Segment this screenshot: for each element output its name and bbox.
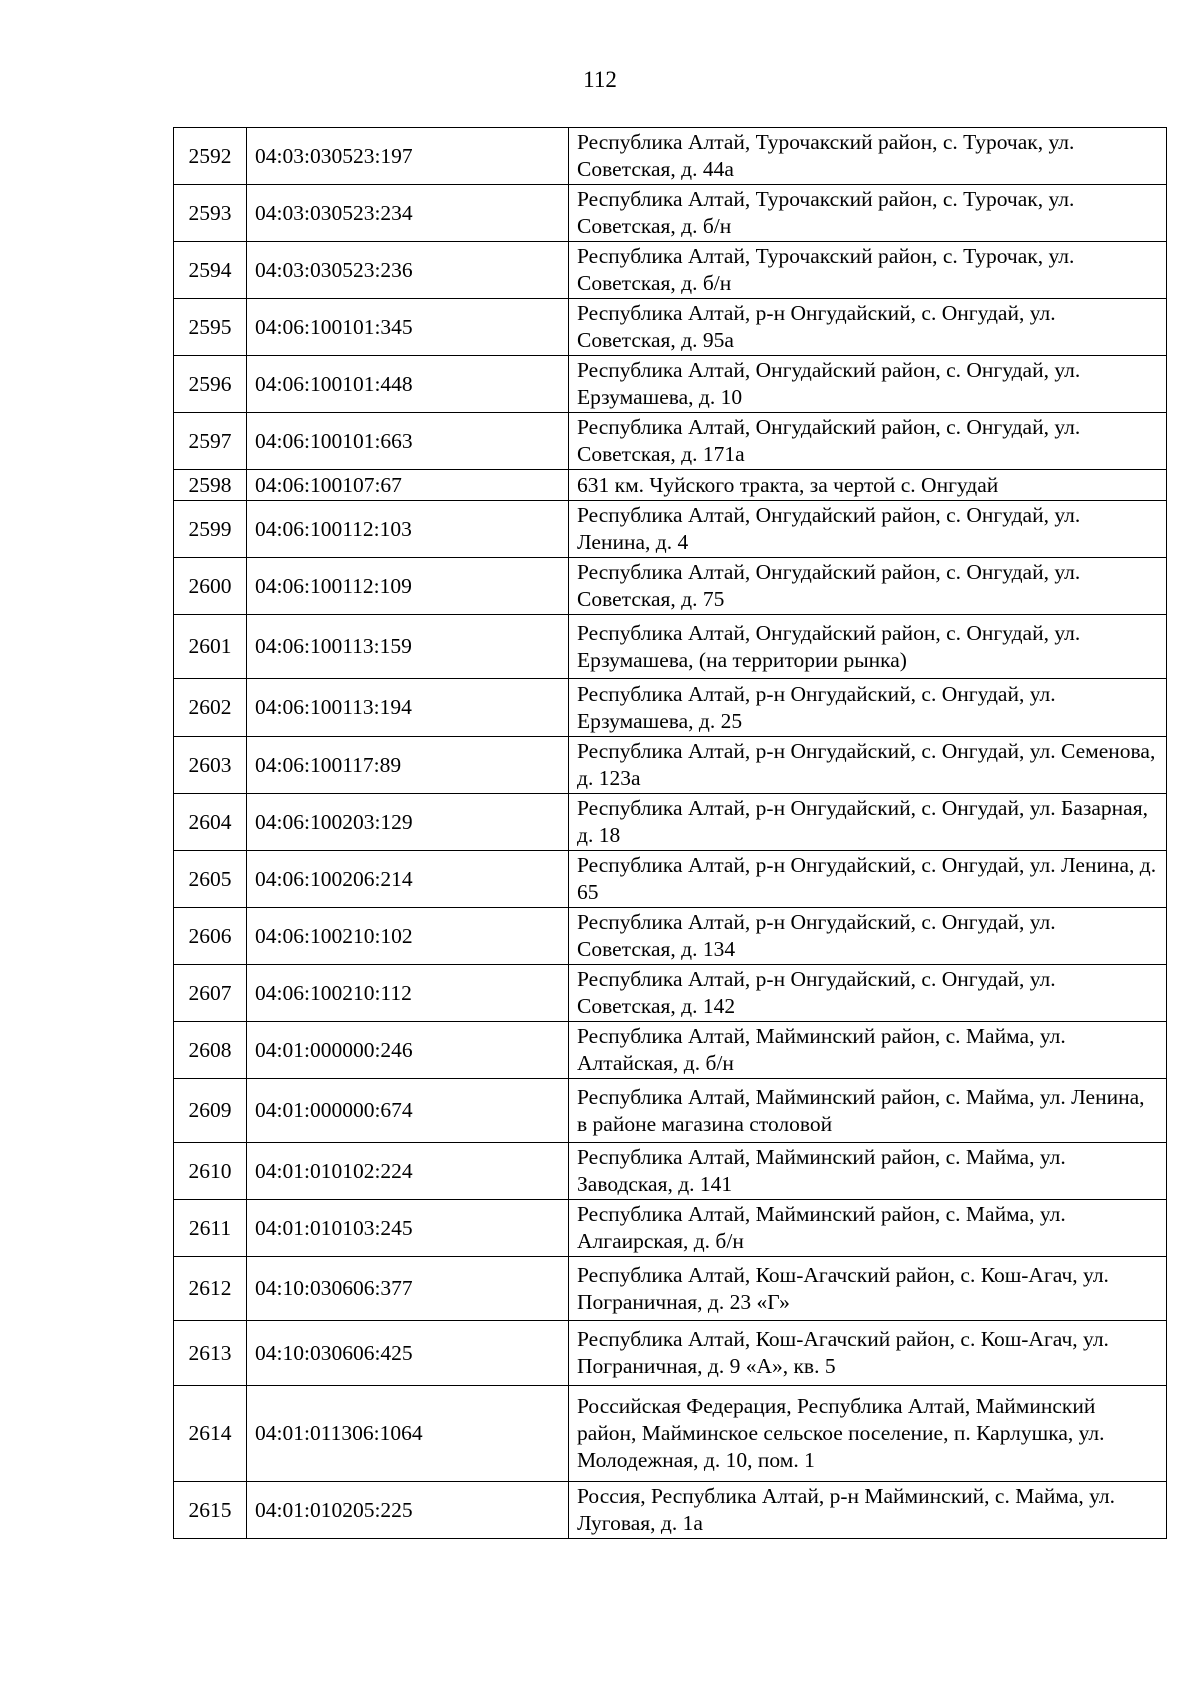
cadastral-number-cell: 04:10:030606:425	[247, 1321, 569, 1386]
address-cell: Республика Алтай, Майминский район, с. Майма, ул. Заводская, д. 141	[569, 1143, 1167, 1200]
address-cell: Республика Алтай, Онгудайский район, с. Онгудай, ул. Ерзумашева, д. 10	[569, 356, 1167, 413]
row-number-cell: 2592	[174, 128, 247, 185]
table-row	[174, 470, 1167, 501]
cadastral-number-cell: 04:06:100112:103	[247, 501, 569, 558]
row-number-cell: 2602	[174, 679, 247, 737]
cadastral-number-cell: 04:06:100117:89	[247, 737, 569, 794]
row-number-cell: 2603	[174, 737, 247, 794]
cadastral-number-cell: 04:03:030523:236	[247, 242, 569, 299]
cadastral-number-cell: 04:06:100206:214	[247, 851, 569, 908]
address-cell: Республика Алтай, Онгудайский район, с. Онгудай, ул. Ленина, д. 4	[569, 501, 1167, 558]
address-cell: Республика Алтай, Турочакский район, с. Турочак, ул. Советская, д. б/н	[569, 185, 1167, 242]
table-row	[174, 1200, 1167, 1257]
address-cell: Республика Алтай, р-н Онгудайский, с. Онгудай, ул. Советская, д. 134	[569, 908, 1167, 965]
table-row	[174, 299, 1167, 356]
page-number: 112	[583, 67, 617, 92]
row-number-cell: 2608	[174, 1022, 247, 1079]
row-number-cell: 2607	[174, 965, 247, 1022]
address-cell: Республика Алтай, Турочакский район, с. Турочак, ул. Советская, д. б/н	[569, 242, 1167, 299]
table-row	[174, 242, 1167, 299]
address-cell: Республика Алтай, р-н Онгудайский, с. Онгудай, ул. Советская, д. 95а	[569, 299, 1167, 356]
table-row	[174, 1482, 1167, 1539]
table-row	[174, 185, 1167, 242]
address-cell: Республика Алтай, Онгудайский район, с. Онгудай, ул. Советская, д. 171а	[569, 413, 1167, 470]
cadastral-number-cell: 04:01:010205:225	[247, 1482, 569, 1539]
table-row	[174, 558, 1167, 615]
cadastral-number-cell: 04:01:010102:224	[247, 1143, 569, 1200]
table-row	[174, 501, 1167, 558]
cadastral-number-cell: 04:06:100203:129	[247, 794, 569, 851]
row-number-cell: 2611	[174, 1200, 247, 1257]
address-cell: Республика Алтай, Кош-Агачский район, с. Кош-Агач, ул. Пограничная, д. 9 «А», кв. 5	[569, 1321, 1167, 1386]
address-cell: Республика Алтай, Кош-Агачский район, с. Кош-Агач, ул. Пограничная, д. 23 «Г»	[569, 1257, 1167, 1321]
row-number-cell: 2593	[174, 185, 247, 242]
cadastral-number-cell: 04:06:100210:112	[247, 965, 569, 1022]
row-number-cell: 2594	[174, 242, 247, 299]
address-cell: Российская Федерация, Республика Алтай, Майминский район, Майминское сельское поселение, п. Карлушка, ул. Молодежная, д. 10, пом. 1	[569, 1386, 1167, 1482]
cadastral-number-cell: 04:01:010103:245	[247, 1200, 569, 1257]
registry-table	[173, 127, 1167, 1539]
address-cell: Республика Алтай, р-н Онгудайский, с. Онгудай, ул. Базарная, д. 18	[569, 794, 1167, 851]
cadastral-number-cell: 04:06:100107:67	[247, 470, 569, 501]
address-cell: Республика Алтай, Турочакский район, с. Турочак, ул. Советская, д. 44а	[569, 128, 1167, 185]
cadastral-number-cell: 04:06:100113:159	[247, 615, 569, 679]
row-number-cell: 2606	[174, 908, 247, 965]
row-number-cell: 2598	[174, 470, 247, 501]
registry-table-body	[174, 128, 1167, 1539]
cadastral-number-cell: 04:06:100210:102	[247, 908, 569, 965]
table-row	[174, 128, 1167, 185]
table-row	[174, 1386, 1167, 1482]
address-cell: Республика Алтай, Майминский район, с. Майма, ул. Алгаирская, д. б/н	[569, 1200, 1167, 1257]
row-number-cell: 2596	[174, 356, 247, 413]
table-row	[174, 356, 1167, 413]
cadastral-number-cell: 04:01:000000:246	[247, 1022, 569, 1079]
address-cell: Республика Алтай, Майминский район, с. Майма, ул. Ленина, в районе магазина столовой	[569, 1079, 1167, 1143]
table-row	[174, 1079, 1167, 1143]
cadastral-number-cell: 04:06:100112:109	[247, 558, 569, 615]
address-cell: Республика Алтай, р-н Онгудайский, с. Онгудай, ул. Семенова, д. 123а	[569, 737, 1167, 794]
row-number-cell: 2599	[174, 501, 247, 558]
row-number-cell: 2600	[174, 558, 247, 615]
address-cell: Республика Алтай, р-н Онгудайский, с. Онгудай, ул. Ерзумашева, д. 25	[569, 679, 1167, 737]
cadastral-number-cell: 04:06:100113:194	[247, 679, 569, 737]
table-row	[174, 679, 1167, 737]
row-number-cell: 2605	[174, 851, 247, 908]
table-row	[174, 1321, 1167, 1386]
cadastral-number-cell: 04:06:100101:448	[247, 356, 569, 413]
address-cell: Республика Алтай, Онгудайский район, с. Онгудай, ул. Советская, д. 75	[569, 558, 1167, 615]
row-number-cell: 2610	[174, 1143, 247, 1200]
row-number-cell: 2601	[174, 615, 247, 679]
row-number-cell: 2614	[174, 1386, 247, 1482]
cadastral-number-cell: 04:06:100101:345	[247, 299, 569, 356]
address-cell: Республика Алтай, р-н Онгудайский, с. Онгудай, ул. Ленина, д. 65	[569, 851, 1167, 908]
table-row	[174, 1257, 1167, 1321]
cadastral-number-cell: 04:01:000000:674	[247, 1079, 569, 1143]
row-number-cell: 2595	[174, 299, 247, 356]
cadastral-number-cell: 04:01:011306:1064	[247, 1386, 569, 1482]
table-row	[174, 1022, 1167, 1079]
cadastral-number-cell: 04:10:030606:377	[247, 1257, 569, 1321]
row-number-cell: 2615	[174, 1482, 247, 1539]
row-number-cell: 2612	[174, 1257, 247, 1321]
row-number-cell: 2609	[174, 1079, 247, 1143]
row-number-cell: 2597	[174, 413, 247, 470]
table-row	[174, 965, 1167, 1022]
table-row	[174, 794, 1167, 851]
address-cell: Республика Алтай, Онгудайский район, с. Онгудай, ул. Ерзумашева, (на территории рынка)	[569, 615, 1167, 679]
address-cell: Россия, Республика Алтай, р-н Майминский, с. Майма, ул. Луговая, д. 1а	[569, 1482, 1167, 1539]
table-row	[174, 737, 1167, 794]
table-row	[174, 851, 1167, 908]
table-row	[174, 615, 1167, 679]
address-cell: Республика Алтай, Майминский район, с. Майма, ул. Алтайская, д. б/н	[569, 1022, 1167, 1079]
cadastral-number-cell: 04:06:100101:663	[247, 413, 569, 470]
table-row	[174, 1143, 1167, 1200]
row-number-cell: 2613	[174, 1321, 247, 1386]
cadastral-number-cell: 04:03:030523:197	[247, 128, 569, 185]
table-row	[174, 908, 1167, 965]
address-cell: Республика Алтай, р-н Онгудайский, с. Онгудай, ул. Советская, д. 142	[569, 965, 1167, 1022]
cadastral-number-cell: 04:03:030523:234	[247, 185, 569, 242]
address-cell: 631 км. Чуйского тракта, за чертой с. Онгудай	[569, 470, 1167, 501]
row-number-cell: 2604	[174, 794, 247, 851]
table-row	[174, 413, 1167, 470]
